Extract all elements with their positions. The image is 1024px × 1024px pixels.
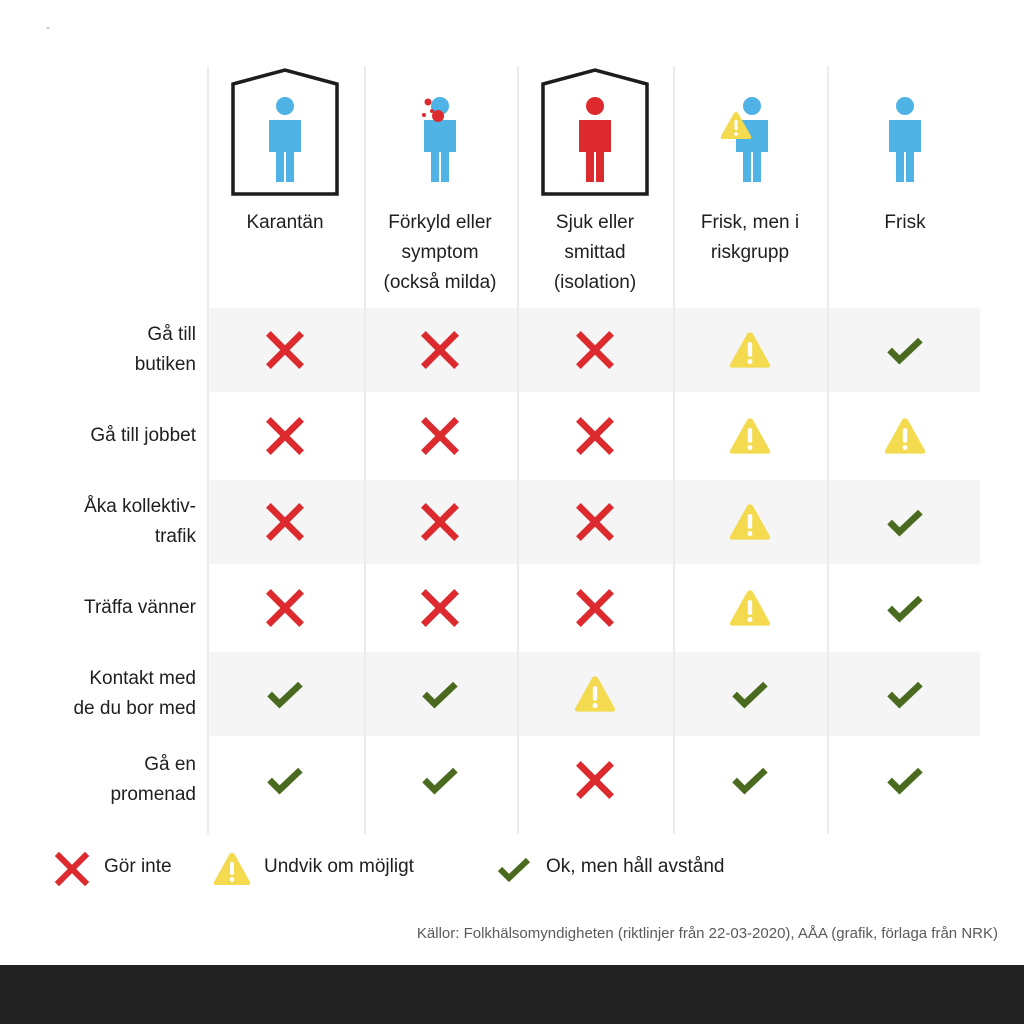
column-divider [517,66,519,834]
checkmark-icon [728,672,772,716]
warning-icon [212,849,252,889]
checkmark-icon [883,586,927,630]
column-divider [207,66,209,834]
person-icon [845,66,965,196]
column-divider [364,66,366,834]
checkmark-icon [418,758,462,802]
person-with-germs-icon [380,66,500,196]
warning-icon [573,672,617,716]
cross-icon [418,328,462,372]
row-label: Gå till jobbet [90,425,196,446]
person-with-warning-icon [690,66,810,196]
column-divider [827,66,829,834]
row-label: Åka kollektiv- trafik [84,496,196,547]
cross-icon [263,500,307,544]
warning-icon [728,414,772,458]
legend-label-avoid: Undvik om möjligt [264,856,414,877]
warning-icon [728,500,772,544]
checkmark-icon [418,672,462,716]
corner-mark: - [46,20,50,34]
checkmark-icon [728,758,772,802]
source-note: Källor: Folkhälsomyndigheten (riktlinjer från 22-03-2020), AÅA (grafik, förlaga från NRK) [416,925,998,942]
checkmark-icon [263,672,307,716]
cross-icon [573,328,617,372]
column-label: Frisk [884,212,926,233]
column-label: Frisk, men i riskgrupp [700,212,800,263]
checkmark-icon [883,672,927,716]
legend-label-dont: Gör inte [104,856,172,877]
cross-icon [418,500,462,544]
checkmark-icon [883,500,927,544]
column-divider [673,66,675,834]
column-label: Förkyld eller symptom (också milda) [383,212,497,293]
footer-bar [0,965,1024,1024]
cross-icon [573,414,617,458]
cross-icon [263,586,307,630]
cross-icon [573,500,617,544]
cross-icon [418,586,462,630]
column-label: Sjuk eller smittad (isolation) [553,212,637,293]
checkmark-icon [883,328,927,372]
cross-icon [52,849,92,889]
checkmark-icon [494,849,534,889]
cross-icon [573,758,617,802]
checkmark-icon [883,758,927,802]
cross-icon [573,586,617,630]
warning-icon [728,586,772,630]
cross-icon [418,414,462,458]
cross-icon [263,414,307,458]
warning-icon [728,328,772,372]
checkmark-icon [263,758,307,802]
cross-icon [263,328,307,372]
row-label: Gå till butiken [134,324,196,375]
sick-person-in-house-icon [535,66,655,196]
warning-icon [883,414,927,458]
row-label: Gå en promenad [110,754,196,805]
row-label: Kontakt med de du bor med [73,668,196,719]
person-in-house-icon [225,66,345,196]
legend-label-ok: Ok, men håll avstånd [546,856,725,877]
row-label: Träffa vänner [84,597,196,618]
column-label: Karantän [246,212,324,233]
